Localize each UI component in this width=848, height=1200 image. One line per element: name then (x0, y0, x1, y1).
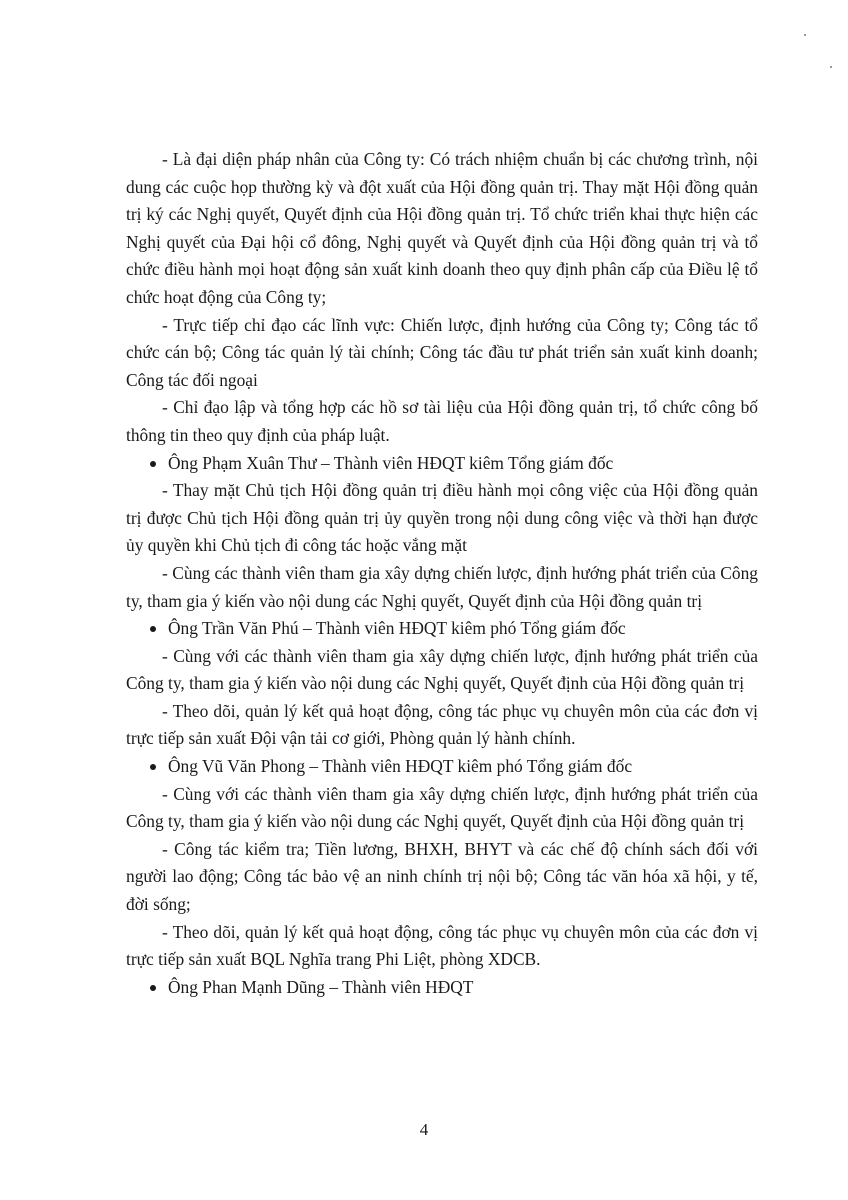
document-body (126, 146, 758, 1001)
paragraph: - Theo dõi, quản lý kết quả hoạt động, công tác phục vụ chuyên môn của các đơn vị trực tiếp sản xuất BQL Nghĩa trang Phi Liệt, phòng XDCB. (126, 921, 758, 970)
paragraph: - Cùng các thành viên tham gia xây dựng chiến lược, định hướng phát triển của Công ty, tham gia ý kiến vào nội dung các Nghị quyết, Quyết định của Hội đồng quản trị (126, 562, 758, 611)
paragraph: - Cùng với các thành viên tham gia xây dựng chiến lược, định hướng phát triển của Công ty, tham gia ý kiến vào nội dung các Nghị quyết, Quyết định của Hội đồng quản trị (126, 645, 758, 694)
bullet-item (126, 450, 758, 478)
bullet-text: Ông Trần Văn Phú – Thành viên HĐQT kiêm phó Tổng giám đốc (168, 618, 626, 639)
paragraph: - Thay mặt Chủ tịch Hội đồng quản trị điều hành mọi công việc của Hội đồng quản trị được Chủ tịch Hội đồng quản trị ủy quyền trong nội dung công việc và thời hạn được ủy quyền khi Chủ tịch đi công tác hoặc vắng mặt (126, 480, 758, 556)
page-number: 4 (419, 1120, 429, 1139)
paragraph: - Là đại diện pháp nhân của Công ty: Có trách nhiệm chuẩn bị các chương trình, nội dung các cuộc họp thường kỳ và đột xuất của Hội đồng quản trị. Thay mặt Hội đồng quản trị ký các Nghị quyết, Quyết định của Hội đồng quản trị. Tổ chức triển khai thực hiện các Nghị quyết của Đại hội cổ đông, Nghị quyết và Quyết định của Hội đồng quản trị và tổ chức điều hành mọi hoạt động sản xuất kinh doanh theo quy định phân cấp của Điều lệ tổ chức hoạt động của Công ty; (126, 149, 758, 307)
scan-speck (804, 34, 806, 36)
bullet-text: Ông Phan Mạnh Dũng – Thành viên HĐQT (168, 976, 474, 997)
bullet-text: Ông Phạm Xuân Thư – Thành viên HĐQT kiêm Tổng giám đốc (168, 452, 614, 473)
bullet-text: Ông Vũ Văn Phong – Thành viên HĐQT kiêm phó Tổng giám đốc (168, 756, 633, 777)
bullet-item (126, 974, 758, 1002)
paragraph: - Trực tiếp chỉ đạo các lĩnh vực: Chiến lược, định hướng của Công ty; Công tác tổ chức cán bộ; Công tác quản lý tài chính; Công tác đầu tư phát triển sản xuất kinh doanh; Công tác đối ngoại (126, 314, 758, 390)
paragraph: - Chỉ đạo lập và tổng hợp các hồ sơ tài liệu của Hội đồng quản trị, tổ chức công bố thông tin theo quy định của pháp luật. (126, 397, 758, 445)
bullet-item (126, 753, 758, 781)
paragraph: - Công tác kiểm tra; Tiền lương, BHXH, BHYT và các chế độ chính sách đối với người lao động; Công tác bảo vệ an ninh chính trị nội bộ; Công tác văn hóa xã hội, y tế, đời sống; (126, 838, 758, 915)
paragraph: - Cùng với các thành viên tham gia xây dựng chiến lược, định hướng phát triển của Công ty, tham gia ý kiến vào nội dung các Nghị quyết, Quyết định của Hội đồng quản trị (126, 783, 758, 832)
scan-speck (830, 66, 832, 68)
paragraph: - Theo dõi, quản lý kết quả hoạt động, công tác phục vụ chuyên môn của các đơn vị trực tiếp sản xuất Đội vận tải cơ giới, Phòng quản lý hành chính. (126, 700, 758, 749)
bullet-item (126, 615, 758, 643)
bullet-icon (150, 985, 156, 991)
bullet-icon (150, 461, 156, 467)
